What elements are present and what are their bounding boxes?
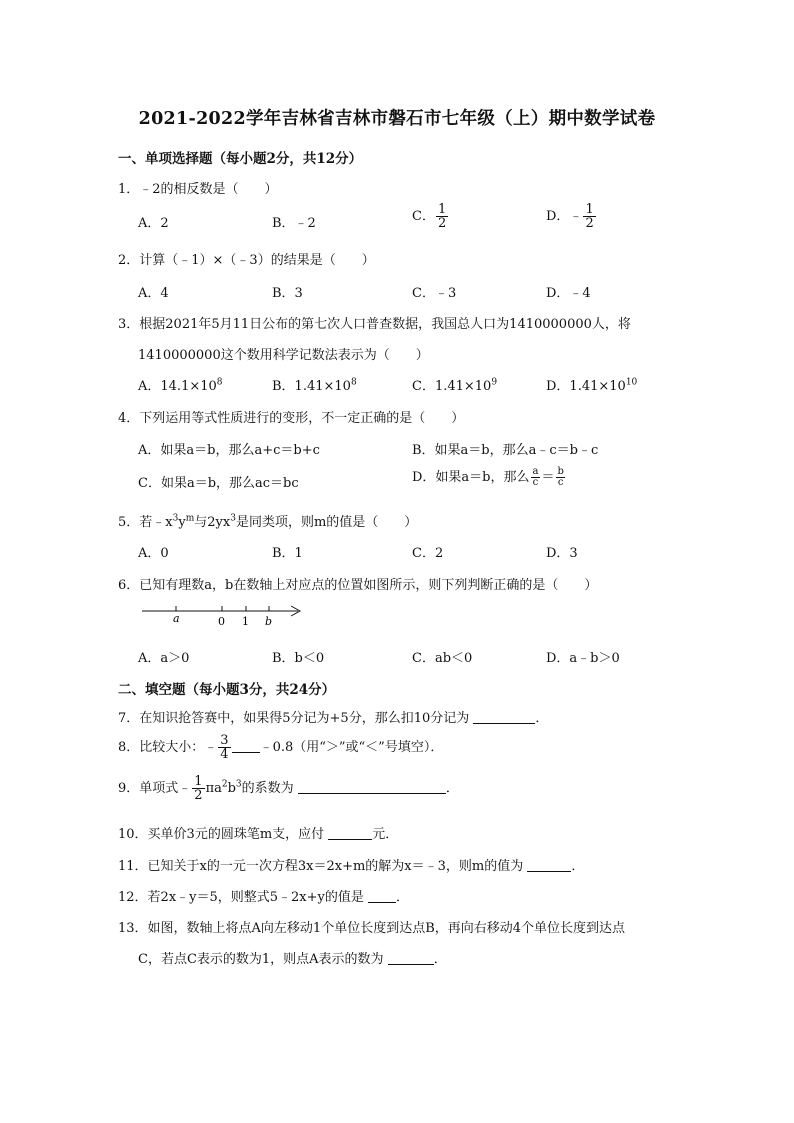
question-1-option-a: A．2 (138, 216, 169, 231)
label-1: 1 (242, 615, 249, 628)
fraction: $\frac{1}{2}$ (437, 202, 447, 231)
option-label: D．﹣ (546, 209, 583, 224)
question-4-option-c: C．如果a＝b，那么ac＝bc (138, 476, 299, 491)
fraction: $\frac{1}{2}$ (194, 774, 203, 803)
question-3-option-a: A．$14.1\times 10^8$ (138, 377, 223, 394)
question-8: 8．比较大小：﹣ $\frac{3}{4}$ ﹣0.8（用“＞”或“＜”号填空）． (118, 733, 444, 762)
answer-blank[interactable] (232, 738, 260, 753)
section-heading-fill: 二、填空题（每小题3分，共24分） (118, 682, 336, 698)
fraction: $\frac{a}{c}$ (532, 466, 539, 488)
question-5-option-c: C．2 (412, 546, 444, 561)
question-1-option-c (412, 203, 449, 230)
answer-blank[interactable] (388, 950, 434, 965)
question-2-option-d: D．﹣4 (546, 286, 591, 301)
question-6-option-d: D．a﹣b＞0 (546, 651, 620, 666)
label-0: 0 (218, 615, 225, 628)
answer-blank[interactable] (527, 857, 571, 872)
label-b: b (265, 615, 273, 628)
number-line-figure (138, 600, 308, 630)
question-4-option-d: D．如果a＝b，那么 $\frac{a}{c}$ ＝ $\frac{b}{c}$ (412, 466, 564, 488)
question-9: 9．单项式﹣ $\frac{1}{2}$ $\pi a^2b^3$的系数为 ． (118, 774, 459, 803)
question-3-option-b: B．$1.41\times 10^8$ (272, 377, 357, 394)
question-2-option-c: C．﹣3 (412, 286, 457, 301)
question-6-option-c: C．ab＜0 (412, 651, 473, 666)
question-5-option-b: B．1 (272, 546, 303, 561)
question-4-option-a: A．如果a＝b，那么a+c＝b+c (138, 443, 320, 458)
question-13-line1: 13．如图，数轴上将点A向左移动1个单位长度到达点B，再向右移动4个单位长度到达点 (118, 921, 626, 936)
question-1-stem: 1．﹣2的相反数是（ ） (118, 182, 278, 197)
question-12: 12．若2x﹣y＝5，则整式5﹣2x+y的值是 ． (118, 890, 410, 905)
question-4-stem: 4．下列运用等式性质进行的变形，不一定正确的是（ ） (118, 411, 465, 426)
question-4-option-b: B．如果a＝b，那么a﹣c＝b﹣c (412, 443, 599, 458)
question-3-option-c: C．$1.41\times 10^9$ (412, 377, 498, 394)
question-7: 7．在知识抢答赛中，如果得5分记为+5分，那么扣10分记为 ． (118, 711, 549, 726)
question-5-option-d: D．3 (546, 546, 578, 561)
question-5-option-a: A．0 (138, 546, 169, 561)
option-label: C． (412, 209, 435, 224)
page-title: 2021-2022学年吉林省吉林市磐石市七年级（上）期中数学试卷 (138, 109, 656, 129)
answer-blank[interactable] (368, 888, 396, 903)
question-3-stem-line2: 1410000000这个数用科学记数法表示为（ ） (138, 348, 429, 363)
question-5-stem: 5．若$﹣x^3y^m$与$2yx^3$是同类项，则m的值是（ ） (118, 513, 418, 530)
fraction: $\frac{b}{c}$ (557, 466, 564, 488)
question-3-option-d: D．$1.41\times 10^{10}$ (546, 377, 638, 394)
question-3-stem-line1: 3．根据2021年5月11日公布的第七次人口普查数据，我国总人口为1410000000人，将 (118, 317, 631, 332)
label-a: a (173, 612, 180, 625)
answer-blank[interactable] (473, 709, 535, 724)
question-6-option-a: A．a＞0 (138, 651, 190, 666)
answer-blank[interactable] (328, 825, 372, 840)
fraction: $\frac{3}{4}$ (220, 733, 229, 762)
question-2-option-b: B．3 (272, 286, 303, 301)
question-13-line2: C，若点C表示的数为1，则点A表示的数为 ． (138, 952, 447, 967)
question-6-option-b: B．b＜0 (272, 651, 325, 666)
question-2-option-a: A．4 (138, 286, 169, 301)
question-6-stem: 6．已知有理数a，b在数轴上对应点的位置如图所示，则下列判断正确的是（ ） (118, 578, 598, 593)
question-2-stem: 2．计算（﹣1）×（﹣3）的结果是（ ） (118, 253, 375, 268)
answer-blank[interactable] (298, 779, 446, 794)
question-11: 11．已知关于x的一元一次方程3x＝2x+m的解为x＝﹣3，则m的值为 ． (118, 859, 585, 874)
section-heading-choice: 一、单项选择题（每小题2分，共12分） (118, 151, 363, 167)
question-1-option-b: B．﹣2 (272, 216, 316, 231)
question-1-option-d (546, 203, 597, 230)
question-10: 10．买单价3元的圆珠笔m支，应付 元． (118, 827, 399, 842)
fraction: $\frac{1}{2}$ (585, 202, 594, 231)
